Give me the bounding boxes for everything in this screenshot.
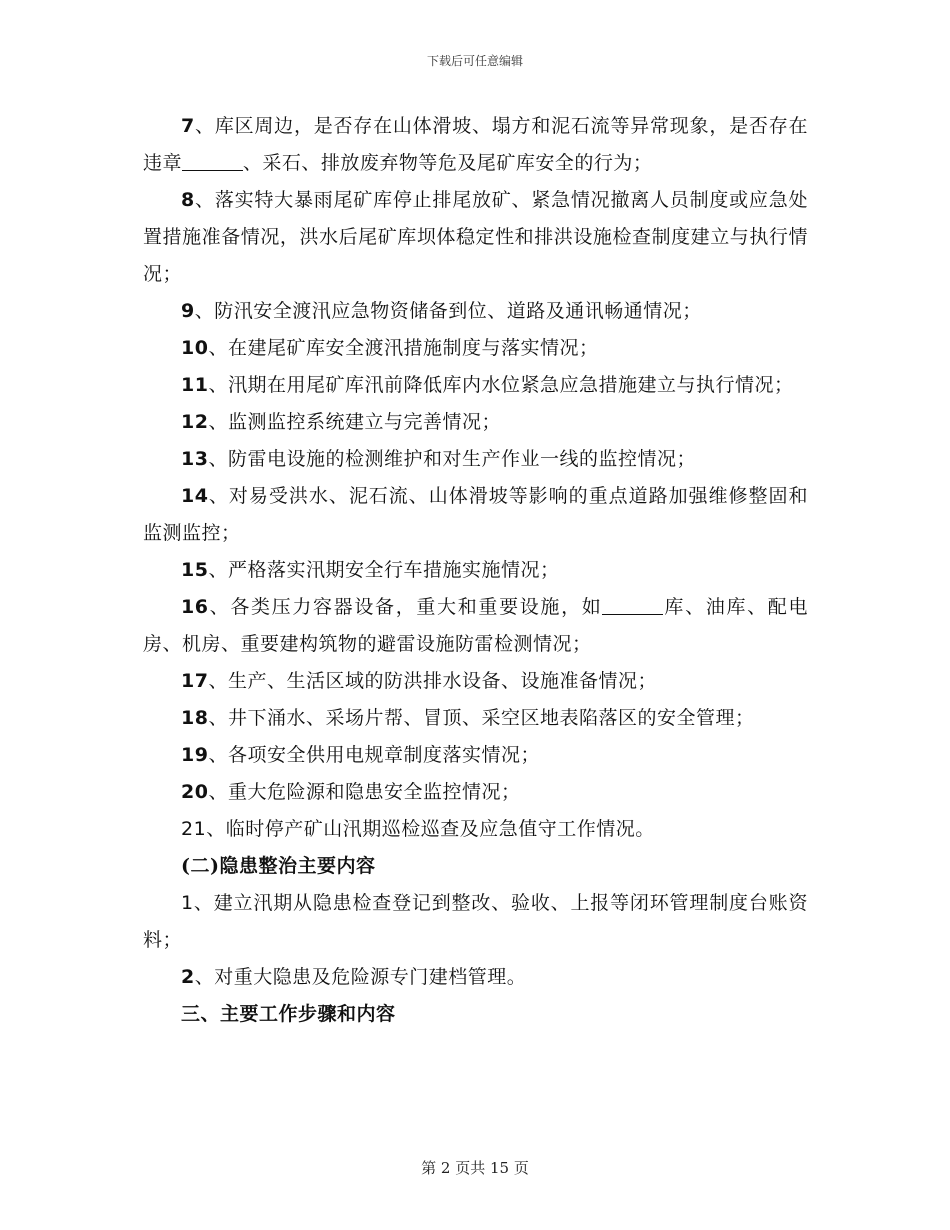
list-item-15 — [143, 552, 808, 589]
item-separator: 、 — [208, 374, 228, 396]
list-item-10 — [143, 330, 808, 367]
item-separator: 、 — [208, 448, 228, 470]
item-text: 井下涌水、采场片帮、冒顶、采空区地表陷落区的安全管理； — [227, 707, 755, 729]
list-item-16 — [143, 589, 808, 663]
list-item-18 — [143, 700, 808, 737]
item-separator: 、 — [208, 337, 228, 359]
item-separator: 、 — [208, 411, 228, 433]
item-text: 对易受洪水、泥石流、山体滑坡等影响的重点道路加强维修整固和监测监控； — [143, 485, 808, 544]
item-number: 8 — [181, 189, 195, 211]
item-text: 防汛安全渡汛应急物资储备到位、道路及通讯畅通情况； — [214, 300, 702, 322]
list-item-14 — [143, 478, 808, 552]
list-item-19 — [143, 737, 808, 774]
item-text: 落实特大暴雨尾矿库停止排尾放矿、紧急情况撤离人员制度或应急处置措施准备情况，洪水后尾矿库坝体稳定性和排洪设施检查制度建立与执行情况； — [143, 189, 808, 285]
item-separator: 、 — [193, 892, 214, 914]
page-header: 下载后可任意编辑 — [426, 54, 523, 68]
item-number: 15 — [181, 559, 209, 581]
item-text: 监测监控系统建立与完善情况； — [227, 411, 501, 433]
item-number: 18 — [181, 707, 209, 729]
item-number: 14 — [181, 485, 209, 507]
item-separator: 、 — [194, 189, 215, 211]
item-separator: 、 — [208, 485, 229, 507]
list-item-12 — [143, 404, 808, 441]
item-separator: 、 — [194, 966, 215, 988]
item-text: 建立汛期从隐患检查登记到整改、验收、上报等闭环管理制度台账资料； — [143, 892, 808, 951]
section2-item-2 — [143, 959, 808, 996]
item-number: 17 — [181, 670, 209, 692]
item-number: 1 — [181, 892, 194, 914]
item-separator: 、 — [194, 115, 215, 137]
item-text: 在建尾矿库安全渡汛措施制度与落实情况； — [227, 337, 599, 359]
item-separator: 、 — [208, 670, 228, 692]
item-text: 严格落实汛期安全行车措施实施情况； — [227, 559, 560, 581]
list-item-11 — [143, 367, 808, 404]
item-number: 9 — [181, 300, 195, 322]
item-number: 10 — [181, 337, 209, 359]
item-number: 7 — [181, 115, 195, 137]
item-text: 各项安全供用电规章制度落实情况； — [227, 744, 540, 766]
item-number: 12 — [181, 411, 209, 433]
item-text: 汛期在用尾矿库汛前降低库内水位紧急应急措施建立与执行情况； — [227, 374, 794, 396]
item-text-before: 库区周边，是否存在山体滑坡、塌方和泥石流等异常现象，是否存在违章 — [143, 115, 808, 174]
item-text: 生产、生活区域的防洪排水设备、设施准备情况； — [227, 670, 657, 692]
document-body — [143, 108, 808, 1033]
item-text: 防雷电设施的检测维护和对生产作业一线的监控情况； — [227, 448, 696, 470]
item-text: 重大危险源和隐患安全监控情况； — [227, 781, 521, 803]
item-number: 16 — [181, 596, 209, 618]
list-item-20 — [143, 774, 808, 811]
item-separator: 、 — [208, 707, 228, 729]
item-number: 11 — [181, 374, 209, 396]
item-text-before: 各类压力容器设备，重大和重要设施，如 — [230, 596, 603, 618]
item-number: 21 — [181, 818, 207, 840]
list-item-7 — [143, 108, 808, 182]
item-separator: 、 — [194, 300, 215, 322]
item-text: 临时停产矿山汛期巡检巡查及应急值守工作情况。 — [225, 818, 655, 840]
fill-blank — [602, 595, 663, 615]
list-item-9 — [143, 293, 808, 330]
item-number: 19 — [181, 744, 209, 766]
item-text-after: 库、油库、配电房、机房、重要建构筑物的避雷设施防雷检测情况； — [143, 596, 808, 655]
item-separator: 、 — [208, 559, 228, 581]
item-separator: 、 — [208, 744, 228, 766]
item-number: 2 — [181, 966, 195, 988]
item-text: 对重大隐患及危险源专门建档管理。 — [214, 966, 527, 988]
item-separator: 、 — [208, 596, 231, 618]
section2-item-1 — [143, 885, 808, 959]
item-text-after: 、采石、排放废弃物等危及尾矿库安全的行为； — [242, 152, 653, 174]
list-item-17 — [143, 663, 808, 700]
list-item-21 — [143, 811, 808, 848]
list-item-8 — [143, 182, 808, 293]
item-separator: 、 — [208, 781, 228, 803]
fill-blank — [182, 151, 243, 171]
item-separator: 、 — [206, 818, 226, 840]
item-number: 13 — [181, 448, 209, 470]
page-footer: 第 2 页共 15 页 — [421, 1159, 529, 1177]
section-heading-main-steps: 三、主要工作步骤和内容 — [181, 1003, 396, 1025]
item-number: 20 — [181, 781, 209, 803]
section-heading-hazard-remediation: (二)隐患整治主要内容 — [181, 855, 376, 877]
list-item-13 — [143, 441, 808, 478]
